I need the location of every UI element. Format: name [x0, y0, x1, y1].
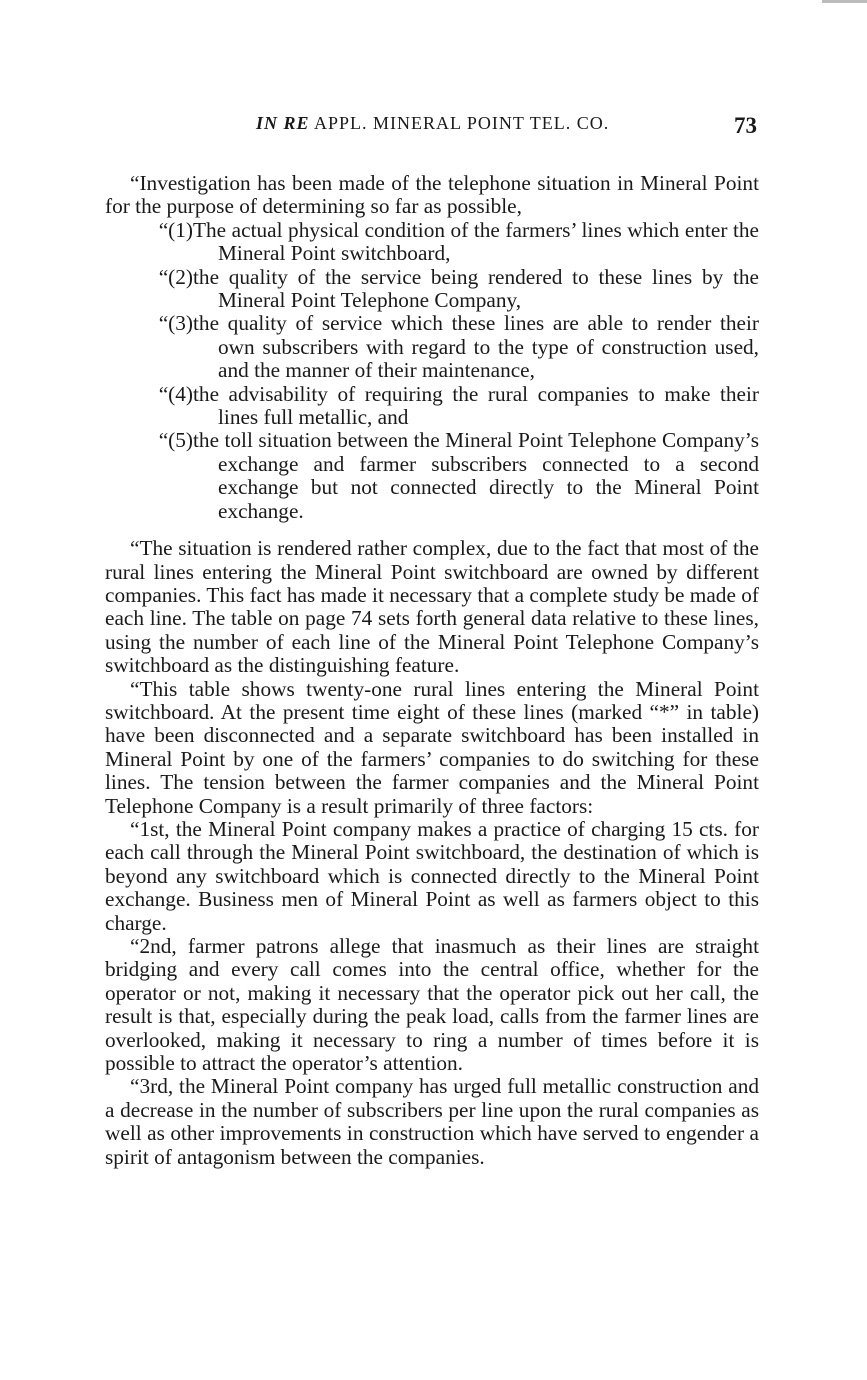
list-item-number: “(2) — [158, 264, 193, 289]
list-item-text: the advisability of requiring the rural companies to make their lines full metallic, and — [193, 381, 759, 430]
list-item-number: “(3) — [158, 311, 193, 336]
list-item — [105, 429, 759, 523]
list-item — [105, 312, 759, 382]
scan-edge-mark — [822, 0, 867, 3]
body-paragraph: “This table shows twenty-one rural lines entering the Mineral Point switchboard. At the present time eight of these lines (marked “*” in table) have been disconnected and a separate switchboard has been installed in Mineral Point by one of the farmers’ companies to do switching for these lines. The tension between the farmer companies and the Mineral Point Telephone Company is a result primarily of three factors: — [105, 676, 759, 818]
list-item-text: the quality of the service being rendered to these lines by the Mineral Point Telephone Company, — [193, 264, 759, 313]
running-header-italic: IN RE — [256, 113, 310, 133]
list-item — [105, 219, 759, 266]
body-text — [105, 172, 759, 1169]
running-header-title: APPL. MINERAL POINT TEL. CO. — [314, 113, 610, 133]
list-item-number: “(4) — [158, 381, 193, 406]
list-item-text: the toll situation between the Mineral Point Telephone Company’s exchange and farmer subscribers connected to a second exchange but not connected directly to the Mineral Point exchange. — [193, 428, 759, 523]
list-item-number: “(1) — [158, 217, 193, 242]
list-item-text: the quality of service which these lines are able to render their own subscribers with regard to the type of construction used, and the manner of their maintenance, — [193, 311, 759, 383]
list-item — [105, 383, 759, 430]
paragraph-gap — [105, 523, 759, 537]
running-header — [256, 113, 609, 134]
body-paragraph: “The situation is rendered rather complex, due to the fact that most of the rural lines entering the Mineral Point switchboard are owned by different companies. This fact has made it necessary that a complete study be made of each line. The table on page 74 sets forth general data relative to these lines, using the number of each line of the Mineral Point Telephone Company’s switchboard as the distinguishing feature. — [105, 536, 759, 678]
list-item — [105, 266, 759, 313]
enumerated-list — [105, 219, 759, 523]
body-paragraph: “1st, the Mineral Point company makes a practice of charging 15 cts. for each call through the Mineral Point switchboard, the destination of which is beyond any switchboard which is connected directly to the Mineral Point exchange. Business men of Mineral Point as well as farmers object to this charge. — [105, 816, 759, 935]
intro-paragraph: “Investigation has been made of the telephone situation in Mineral Point for the purpose of determining so far as possible, — [105, 171, 759, 219]
body-paragraph: “2nd, farmer patrons allege that inasmuch as their lines are straight bridging and every call comes into the central office, whether for the operator or not, making it necessary that the operator pick out her call, the result is that, especially during the peak load, calls from the farmer lines are overlooked, making it necessary to ring a number of times before it is possible to attract the operator’s attention. — [105, 934, 759, 1076]
body-paragraph: “3rd, the Mineral Point company has urged full metallic construction and a decrease in the number of subscribers per line upon the rural companies as well as other improvements in construction which have served to engender a spirit of antagonism between the companies. — [105, 1074, 759, 1169]
page-number: 73 — [734, 113, 757, 138]
list-item-text: The actual physical condition of the farmers’ lines which enter the Mineral Point switchboard, — [193, 217, 759, 266]
list-item-number: “(5) — [158, 428, 193, 453]
